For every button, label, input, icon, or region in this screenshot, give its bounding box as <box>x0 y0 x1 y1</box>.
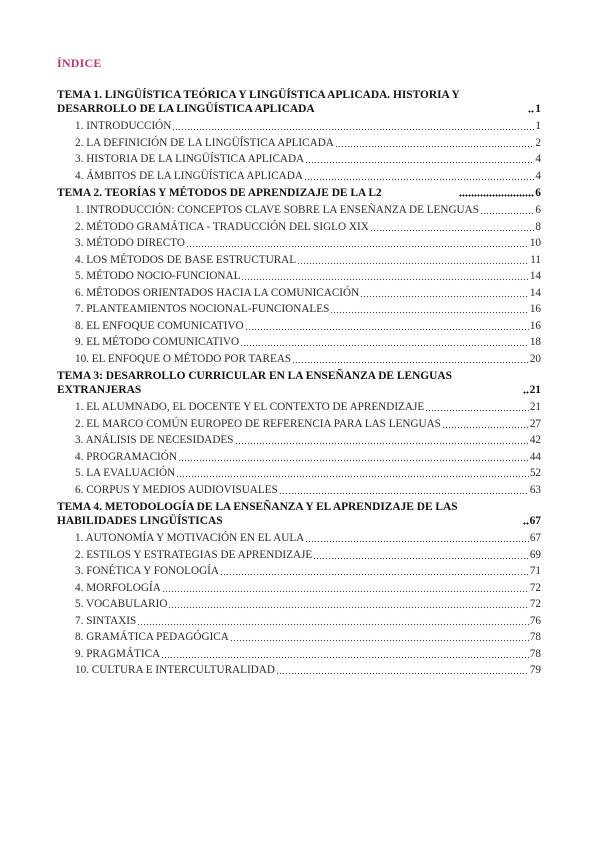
toc-section-title: 3. HISTORIA DE LA LINGÜÍSTICA APLICADA <box>75 153 305 165</box>
toc-dot-leader <box>176 475 529 479</box>
toc-section-page: 4 <box>535 169 541 182</box>
toc-section-title: 1. INTRODUCCIÓN <box>75 120 172 132</box>
toc-section-entry[interactable] <box>57 563 541 580</box>
toc-section-title: 1. INTRODUCCIÓN: CONCEPTOS CLAVE SOBRE LA ENSEÑANZA DE LENGUAS <box>75 204 479 216</box>
toc-chapter-page: 67 <box>529 515 541 527</box>
toc-dot-leader <box>168 606 528 610</box>
toc-dot-leader <box>335 144 535 148</box>
toc-section-entry[interactable] <box>57 646 541 663</box>
toc-section-title: 5. LA EVALUACIÓN <box>75 467 176 479</box>
toc-section-entry[interactable] <box>57 580 541 597</box>
toc-section-title: 4. ÁMBITOS DE LA LINGÜÍSTICA APLICADA <box>75 169 303 182</box>
toc-section-page: 21 <box>529 401 541 413</box>
toc-section-page: 79 <box>529 664 541 676</box>
toc-dot-leader <box>230 639 529 643</box>
toc-chapter-page: 21 <box>529 384 541 396</box>
toc-heading: ÍNDICE <box>57 56 102 70</box>
toc-section-title: 4. MORFOLOGÍA <box>75 581 161 594</box>
toc-section-entry[interactable] <box>57 268 541 285</box>
toc-dot-leader <box>528 109 534 113</box>
toc-section-page: 2 <box>535 136 541 149</box>
toc-section-title: 7. PLANTEAMIENTOS NOCIONAL-FUNCIONALES <box>75 303 330 315</box>
toc-section-title: 3. ANÁLISIS DE NECESIDADES <box>75 434 234 446</box>
toc-section-page: 27 <box>529 417 541 430</box>
toc-section-entry[interactable] <box>57 118 541 135</box>
toc-section-page: 18 <box>529 336 541 348</box>
toc-section-page: 14 <box>529 270 541 282</box>
toc-dot-leader <box>186 245 529 249</box>
toc-dot-leader <box>523 521 529 525</box>
toc-section-title: 7. SINTAXIS <box>75 614 137 627</box>
table-of-contents <box>57 86 541 679</box>
toc-section-page: 76 <box>529 614 541 627</box>
toc-section-page: 44 <box>529 450 541 463</box>
toc-section-page: 10 <box>529 237 541 249</box>
toc-chapter-title: TEMA 1. LINGÜÍSTICA TEÓRICA Y LINGÜÍSTICA APLICADA. HISTORIA Y DESARROLLO DE LA LINGÜÍSTICA APLICADA <box>57 89 460 115</box>
toc-section-page: 69 <box>529 548 541 561</box>
toc-dot-leader <box>459 193 535 197</box>
toc-section-title: 2. ESTILOS Y ESTRATEGIAS DE APRENDIZAJE <box>75 548 313 561</box>
toc-section-entry[interactable] <box>57 301 541 318</box>
toc-section-entry[interactable] <box>57 530 541 547</box>
toc-section-page: 72 <box>529 581 541 594</box>
toc-dot-leader <box>330 311 529 315</box>
toc-section-page: 16 <box>529 303 541 315</box>
toc-section-page: 78 <box>529 631 541 643</box>
toc-section-entry[interactable] <box>57 334 541 351</box>
toc-section-title: 4. PROGRAMACIÓN <box>75 450 177 463</box>
toc-chapter-entry[interactable] <box>57 369 541 397</box>
toc-section-title: 4. LOS MÉTODOS DE BASE ESTRUCTURAL <box>75 253 297 266</box>
toc-chapter-title: TEMA 2. TEORÍAS Y MÉTODOS DE APRENDIZAJE DE LA L2 <box>57 187 382 199</box>
toc-chapter-page: 1 <box>535 103 541 115</box>
toc-chapter-entry[interactable] <box>57 186 541 200</box>
toc-section-title: 6. MÉTODOS ORIENTADOS HACIA LA COMUNICACIÓN <box>75 286 360 299</box>
toc-section-title: 2. MÉTODO GRAMÁTICA - TRADUCCIÓN DEL SIGLO XIX <box>75 220 369 233</box>
toc-section-entry[interactable] <box>57 151 541 168</box>
toc-section-entry[interactable] <box>57 219 541 236</box>
toc-dot-leader <box>304 177 535 181</box>
toc-section-page: 8 <box>535 220 541 233</box>
toc-dot-leader <box>297 261 529 265</box>
toc-section-title: 5. VOCABULARIO <box>75 598 168 610</box>
toc-section-entry[interactable] <box>57 613 541 630</box>
toc-section-page: 67 <box>529 532 541 544</box>
toc-dot-leader <box>245 327 529 331</box>
toc-section-entry[interactable] <box>57 252 541 269</box>
toc-section-title: 3. FONÉTICA Y FONOLOGÍA <box>75 565 219 577</box>
toc-section-page: 4 <box>535 153 541 165</box>
toc-dot-leader <box>240 344 529 348</box>
toc-section-page: 20 <box>529 352 541 365</box>
toc-dot-leader <box>523 390 529 394</box>
toc-section-page: 63 <box>529 483 541 496</box>
toc-chapter-entry[interactable] <box>57 88 541 116</box>
toc-section-title: 8. GRAMÁTICA PEDAGÓGICA <box>75 631 229 643</box>
toc-section-title: 2. EL MARCO COMÚN EUROPEO DE REFERENCIA PARA LAS LENGUAS <box>75 417 441 430</box>
toc-section-title: 9. PRAGMÁTICA <box>75 647 161 660</box>
toc-section-entry[interactable] <box>57 285 541 302</box>
toc-section-title: 3. MÉTODO DIRECTO <box>75 237 185 249</box>
toc-dot-leader <box>220 573 529 577</box>
toc-dot-leader <box>305 540 529 544</box>
toc-section-title: 6. CORPUS Y MEDIOS AUDIOVISUALES <box>75 483 278 496</box>
toc-section-title: 1. AUTONOMÍA Y MOTIVACIÓN EN EL AULA <box>75 532 305 544</box>
toc-dot-leader <box>161 655 529 659</box>
toc-dot-leader <box>162 589 529 593</box>
toc-section-page: 72 <box>529 598 541 610</box>
toc-section-entry[interactable] <box>57 202 541 219</box>
toc-section-entry[interactable] <box>57 547 541 564</box>
toc-dot-leader <box>276 672 529 676</box>
toc-section-page: 11 <box>530 253 541 266</box>
toc-section-page: 71 <box>529 565 541 577</box>
toc-section-page: 16 <box>529 319 541 332</box>
toc-chapter-page: 6 <box>535 187 541 199</box>
toc-section-title: 9. EL MÉTODO COMUNICATIVO <box>75 336 240 348</box>
toc-section-title: 10. CULTURA E INTERCULTURALIDAD <box>75 664 275 676</box>
toc-section-entry[interactable] <box>57 482 541 499</box>
toc-dot-leader <box>442 425 529 429</box>
toc-dot-leader <box>279 491 529 495</box>
toc-section-entry[interactable] <box>57 432 541 449</box>
toc-section-entry[interactable] <box>57 629 541 646</box>
toc-dot-leader <box>313 556 529 560</box>
toc-section-entry[interactable] <box>57 168 541 185</box>
toc-section-entry[interactable] <box>57 318 541 335</box>
toc-dot-leader <box>178 458 529 462</box>
toc-section-page: 1 <box>535 120 541 132</box>
toc-section-entry[interactable] <box>57 465 541 482</box>
toc-section-entry[interactable] <box>57 449 541 466</box>
toc-section-title: 5. MÉTODO NOCIO-FUNCIONAL <box>75 270 241 282</box>
toc-section-entry[interactable] <box>57 135 541 152</box>
toc-dot-leader <box>370 228 535 232</box>
toc-section-page: 78 <box>529 647 541 660</box>
toc-chapter-title: TEMA 3: DESARROLLO CURRICULAR EN LA ENSEÑANZA DE LENGUAS EXTRANJERAS <box>57 370 452 396</box>
toc-section-title: 10. EL ENFOQUE O MÉTODO POR TAREAS <box>75 352 292 365</box>
toc-section-entry[interactable] <box>57 351 541 368</box>
toc-dot-leader <box>360 294 529 298</box>
toc-section-entry[interactable] <box>57 399 541 416</box>
toc-section-page: 42 <box>529 434 541 446</box>
toc-section-title: 2. LA DEFINICIÓN DE LA LINGÜÍSTICA APLICADA <box>75 136 334 149</box>
toc-chapter-entry[interactable] <box>57 500 541 528</box>
toc-dot-leader <box>305 161 534 165</box>
toc-section-entry[interactable] <box>57 235 541 252</box>
toc-dot-leader <box>137 622 529 626</box>
toc-section-entry[interactable] <box>57 416 541 433</box>
toc-dot-leader <box>172 128 534 132</box>
toc-dot-leader <box>425 409 529 413</box>
toc-dot-leader <box>241 278 528 282</box>
toc-dot-leader <box>292 360 529 364</box>
toc-section-entry[interactable] <box>57 662 541 679</box>
toc-chapter-title: TEMA 4. METODOLOGÍA DE LA ENSEÑANZA Y EL APRENDIZAJE DE LAS HABILIDADES LINGÜÍSTICAS <box>57 501 458 527</box>
toc-section-page: 6 <box>535 204 541 216</box>
toc-section-entry[interactable] <box>57 596 541 613</box>
toc-section-title: 1. EL ALUMNADO, EL DOCENTE Y EL CONTEXTO DE APRENDIZAJE <box>75 401 425 413</box>
toc-section-page: 14 <box>529 286 541 299</box>
toc-dot-leader <box>480 212 534 216</box>
toc-section-page: 52 <box>529 467 541 479</box>
toc-dot-leader <box>235 442 529 446</box>
toc-section-title: 8. EL ENFOQUE COMUNICATIVO <box>75 319 244 332</box>
